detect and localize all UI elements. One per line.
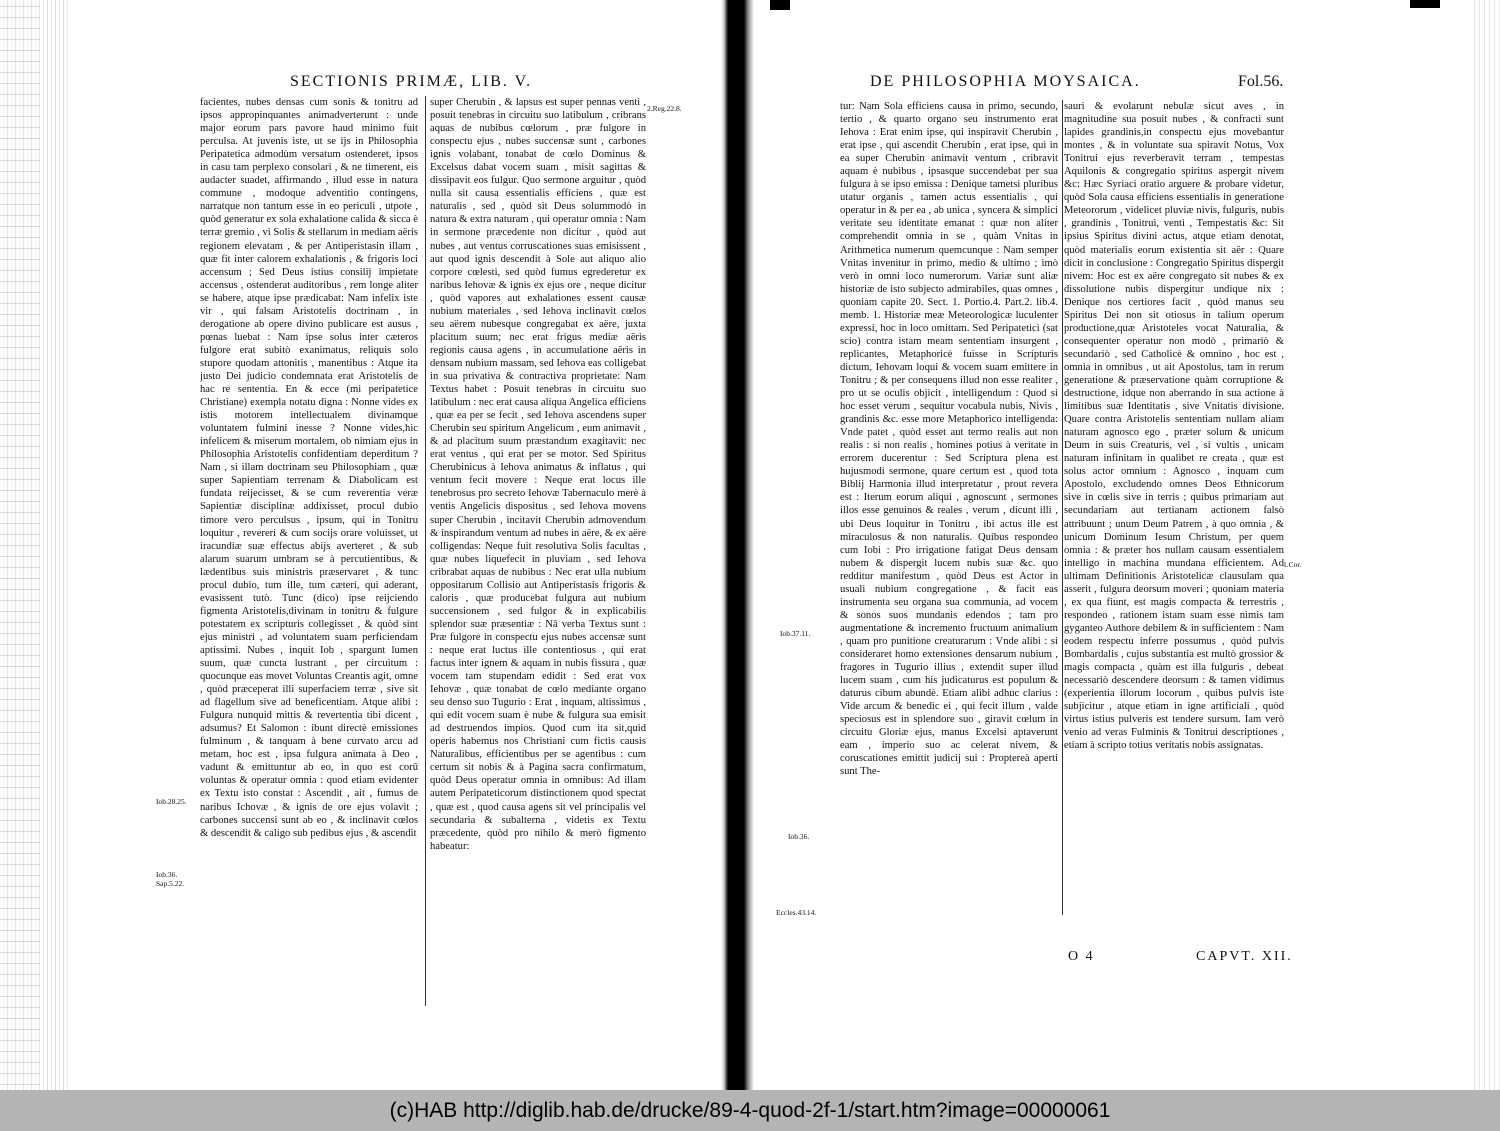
column-rule <box>425 96 426 1006</box>
left-column-2 <box>430 96 646 1016</box>
column-rule <box>1062 100 1063 915</box>
margin-note: Iob.36. <box>156 870 178 879</box>
page-edge-right <box>1470 0 1500 1090</box>
margin-note: Iob.37.11. <box>780 629 811 638</box>
catchword: CAPVT. XII. <box>1196 949 1293 964</box>
margin-note: Eccles.43.14. <box>776 908 817 917</box>
book-gutter <box>706 0 764 1090</box>
right-column-2-text: sauri & evolarunt nebulæ sicut aves , in magnitudine sua posuit nubes , & confracti sunt lapides grandinis,in conspectu ejus movebantur montes , & in voluntate sua spiravit Notus, Vox Tonitrui ejus reverberavit terram , tempestas Aquilonis & congregatio spiritus aspergit nivem &c: Hæc Syriaci oratio arguere & probare videtur, quòd Sola causa efficiens essentialis in generatione Meteororum , videlicet pluviæ nivis, fulguris, nubis , grandinis , Tonitrui, venti , Tempestatis &c: Sit ipsius Spiritus divini actus, atque etiam denotat, quòd materialis eorum existentia sit aër : Quare dicit in conclusione : Congregatio Spiritus dispergit nivem: Hoc est ex aëre congregato sit nubes & ex dissolutione nubis dispergitur undique nix : Denique nos certiores facit , quòd manus seu Spiritus Dei non sit otiosus in talium operum productione,quæ Aristoteles vocat Naturalia, & consequenter operatur non modò , primariò & secundariò , sed Catholicè & omnino , hoc est , omnia in omnibus , ut ait Apostolus, tam in rerum generatione & præservatione quàm corruptione & destructione, idque non aberrando in sua actione à limitibus suæ Identitatis , sive Vnitatis divisione. Quare contra Aristotelis sententiam nullam aliam naturam agnosco ego , præter solum & unicum Deum in suis Creaturis, vel , si vultis , unicam naturam infinitam in qualibet re creata , quæ est solus actor omnium : Agnosco , inquam cum Apostolo, excludendo omnes Deos Ethnicorum sive in cœlis sive in terris ; quibus primariam aut secundariam aut tertianam actionem falsò attribuunt ; unum Deum Patrem , à quo omnia , & unicum Dominum Iesum Christum, per quem omnia : & præter hos nullam causam essentialem intelligo in machina mundana efficientem. Ad ultimam Definitionis Aristotelicæ clausulam qua asserit , fulgura deorsum moveri ; quoniam materia , ex qua fiunt, est magis compacta & terrestris , respondeo , rationem istam suam esse nimis tam gyganteo Authore debilem & in sufficientem : Nam eodem respectu inferre possumus , quòd pulvis Bombardalis , cujus substantia est multò grossior & magis compacta , quàm est illa fulguris , debeat necessariò descendere deorsum : & tamen vidimus (experientia illorum locorum , quibus pulvis iste subjicitur , atque etiam in igne artificiali , quòd virtus istius pulveris est tendere sursum. Iam verò venio ad veras Fulminis & Tonitrui descriptiones , etiam à scripto totius veritatis nobis assignatas. <box>1064 101 1284 752</box>
signature-mark: O 4 <box>1068 949 1095 964</box>
right-column-1 <box>840 100 1058 920</box>
page-edge-left-texture <box>0 0 40 1090</box>
copyright-url-text: (c)HAB http://diglib.hab.de/drucke/89-4-quod-2f-1/start.htm?image=00000061 <box>389 1098 1111 1122</box>
scan-speck <box>1410 0 1440 8</box>
margin-note: Iob.36. <box>788 832 810 841</box>
margin-note: Sap.5.22. <box>156 879 185 888</box>
margin-note: 1.Cor. <box>1283 560 1302 569</box>
left-column-2-text: super Cherubin , & lapsus est super pennas venti , posuit tenebras in circuitu suo latibulum , cribrans aquas de nubibus cœlorum , præ fulgore in conspectu ejus , nubes succensæ sunt , carbones ignis volabant, tonabat de cœlo Dominus & Excelsus dabat vocem suam , misit sagittas & dissipavit eos fulgur. Quo sermone arguitur , quòd nulla sit causa essentialis efficiens , quæ est naturalis , sed , quòd sit Deus solummodò in natura & extra naturam , qui operatur omnia : Nam in sermone præcedente non dicitur , quòd aut nubes , aut ventus corruscationes suas emisissent , aut quod ignis descendit à Sole aut aliquo alio corpore cœlesti, sed quòd fumus egrederetur ex naribus Iehovæ & ignis ex ejus ore , neque dicitur , quòd vapores aut exhalationes essent causæ nubium materiales , sed Iehova inclinavit cœlos seu aërem nubesque congregabat ex aëre, juxta placitum suum; nec erat frigus mediæ aëris regionis causa agens , in accumulatione aëris in densam nubium massam, sed Iehova eas colligebat in sua privativa & contractiva proprietate: Nam Textus habet : Posuit tenebras in circuitu suo latibulum : nec erat causa aliqua Angelica efficiens , quæ ea per se fecit , sed Iehova ascendens super Cherubin seu spiritum Angelicum , eum animavit , & ad placitum suum præstandum exagitavit: nec erat ventus , qui erat per se motor. Sed Spiritus Cherubinicus à Iehova animatus & inflatus , qui ventum fecit movere : Neque erat locus ille tenebrosus pro secreto Iehovæ Tabernaculo merè à ventis Angelicis dispositus , sed Iehova movens super Cherubin , incitavit Cherubin admovendum & inspirandum ventum ad nubes in aëre, & ex aëre colligendas: Neque fuit resolutiva Solis facultas , quæ nubes liquefecit in pluviam , sed Iehova cribrabat aquas de nubibus : Nec erat ulla nubium oppositarum Collisio aut Antiperistasis frigoris & caloris , quæ producebat fulgura aut nubium succensionem , sed fulgor & in explicabilis splendor suæ præsentiæ : Nā verba Textus sunt : Præ fulgore in conspectu ejus nubes accensæ sunt : neque erat luctus ille contentiosus , qui erat factus inter ignem & aquam in nubis fissura , quæ vocem tam stupendam edidit : Sed erat vox Iehovæ , quæ tonabat de cœlo mediante organo seu denso suo Tugurio : Erat , inquam, altissimus , qui edit vocem suam è nube & fulgura sua emisit ad destruendos impios. Quod cum ita sit,quid operis habemus nos Christiani cum fictis causis Naturalibus, efficientibus per se agentibus : cum certum sit nobis & à Pagina sacra confirmatum, quòd Deus operatur omnia in omnibus: Ad illam autem Peripateticorum distinctionem quod spectat , quæ est , quod causa agens sit vel principalis vel secundaria & subalterna , videtis ex Textu præcedente, quòd pro nihilo & merò figmento habeatur: <box>430 97 646 852</box>
left-running-head: SECTIONIS PRIMÆ, LIB. V. <box>290 73 533 90</box>
left-column-1 <box>200 96 418 1006</box>
scan-speck <box>770 0 790 10</box>
right-column-1-text: tur: Nam Sola efficiens causa in primo, secundo, tertio , & quarto organo seu instrumento erat Iehova : Erat enim ipse, qui inspiravit Cherubin , erat ipse , qui ascendit Cherubin , erat ipse, qui in ea super Cherubin animavit ventum , cribravit aquam è nubibus , ipsasque succendebat per sua fulgura à se ipso emissa : Denique tametsi pluribus utatur organis , tamen actus essentialis , qui operatur in & per ea , ab unica , syncera & simplici veritate seu identitate emanat : quæ non aliter comprehendit omnia in se , quàm Vnitas in Arithmetica numerum quemcunque : Nam semper Vnitas invenitur in primo, medio & ultimo ; imò verò in omni loco numerorum. Variæ sunt aliæ historiæ de isto subjecto admirabiles, quas omnes , quoniam capite 20. Sect. 1. Portio.4. Part.2. lib.4. memb. 1. Historiæ meæ Meteorologicæ luculenter expressi, hoc in loco omittam. Sed Peripatetici (sat scio) contra istam meam sententiam insurgent , replicantes, Metaphoricè fuisse in Scripturis dictum, Iehovam loqui & vocem suam emittere in Tonitru ; & per consequens illud non esse realiter , pro ut se oculis objicit , intelligendum : Quod si hoc esset verum , sequitur vocabula nubis, Nivis , grandinis &c. esse more Metaphorico intelligenda: Vnde patet , quòd esset aut termo realis aut non realis : si non realis , homines potius à veritate in errorem ducerentur : Sed Scriptura plena est hujusmodi sermone, quare certum est , quod tota Biblij Harmonia illud interpretatur , prout revera est : Iterum eorum aliqui , agnoscunt , sermones illos esse genuinos & reales , verum , dicunt illi , ubi Deus loquitur in Tonitru , ibi actus ille est miraculosus & non naturalis. Quibus respondeo cum Iobi : Pro irrigatione fatigat Deus densam nubem & dispergit lucem nubis suæ &c. quo redditur manifestum , quòd Deus est Actor in usuali nubium congregatione , & facit eas instrumenta seu organa sua communia, ad vocem & sonos suos mundanis edendos ; tam pro augmentatione & incremento fructuum animalium , quam pro punitione creaturarum : Vnde alibi : si consideraret homo extensiones densarum nubium , fragores in Tugurio illius , extendit super illud lucem suam , cum his judicaturus est populum & daturus cibum abundè. Etiam alibi adhuc clarius : Vide arcum & benedic ei , qui fecit illum , valde speciosus est in splendore suo , giravit cœlum in circuitu Gloriæ ejus, manus Excelsi aptaverunt eam , imperio suo ac celerat nivem, & coruscationes emittit judicij sui : Proptereà aperti sunt The- <box>840 101 1058 778</box>
margin-note: Iob.28.25. <box>156 797 187 806</box>
margin-note: 2.Reg.22.8. <box>647 104 682 113</box>
right-running-head: DE PHILOSOPHIA MOYSAICA. <box>870 73 1141 90</box>
folio-number: Fol.56. <box>1238 73 1284 90</box>
left-column-1-text: facientes, nubes densas cum sonis & tonitru ad ipsos appropinquantes animadverterunt : unde major eorum pars pavore haud minimo fuit perculsa. At juvenis iste, ut se ijs in Philosophia Peripatetica admodùm versatum ostenderet, ipsos in casu tam perplexo consolari , & ne timerent, eis audacter suadet, affirmando , illud esse in natura commune , modoque adventitio contingens, narratque non tantum esse in eo periculi , utpote , quòd generatur ex sola exhalatione calida & sicca è terræ gremio , vi Solis & stellarum in mediam aëris regionem elevatam , & per Antiperistasin illam , quæ fit inter calorem exhalationis , & frigoris loci accensum ; Sed Deus istius consilij impietate accensus , ostenderat auditoribus , rem longe aliter se habere, atque ipse prædicabat: Nam infelix iste vir , qui falsam Aristotelis doctrinam , in derogatione ab opere divino publicare est ausus , pœnas luebat : Nam ipse solus inter cæteros fulgore erat subitò exanimatus, reliquis solo stupore quodam attonitis , manentibus : Atque ita justo Dei judicio condemnata erat Aristotelis de hac re sententia. En & ecce (mi peripatetice Christiane) exempla notatu digna : Nonne vides ex istis motorem intellectualem divinamque voluntatem fulmini inesse ? Nonne vides,hic infelicem & miserum mortalem, ob nimiam ejus in Philosophia Aristotelis confidentiam deperditum ? Nam , si illam doctrinam seu Philosophiam , quæ super Sapientiam terrenam & Diabolicam est fundata reijecisset, & se cum reverentia veræ Sapientiæ disciplinæ addixisset, procul dubio timore vero perculsus , ipsum, qui in Tonitru loquitur , revereri & cum socijs orare voluisset, ut iracundiæ suæ effectus abijs averteret , & sub alarum suarum umbram se à percutientibus, & lædentibus suis ministris præservaret , & tunc procul dubio, tum ille, tum cæteri, qui aderant, evasissent tutò. Tunc (dico) ipse reijciendo figmenta Aristotelis,divinam in tonitru & fulgure potestatem ex scripturis collegisset , & quòd sint ejus ministri , ad voluntatem suam perficiendam aptissimi. Nubes , inquit Iob , spargunt lumen suum, quæ cuncta lustrant , per circuitum : quocunque eas movet Voluntas Creantis agit, omne , quòd præceperat illi superfaciem terræ , sive sit ad flagellum sive ad beneficentiam. Atque alibi : Fulgura nunquid mittis & revertentia tibi dicent , adsumus? Et Salomon : ibunt directè emissiones fulminum , & tanquam à bene curvato arcu ad metam, hoc est , ipsa fulgura animata à Deo , vadunt & emittuntur ab eo, in quo est corū voluntas & operatur omnia : quod etiam evidenter ex Textu isto constat : Ascendit , ait , fumus de naribus Ichovæ , & ignis de ore ejus volavit ; carbones succensi sunt ab eo , & inclinavit cœlos & descendit & caligo sub pedibus ejus , & ascendit <box>200 97 418 839</box>
right-column-2 <box>1064 100 1284 908</box>
copyright-footer-bar <box>0 1090 1500 1131</box>
